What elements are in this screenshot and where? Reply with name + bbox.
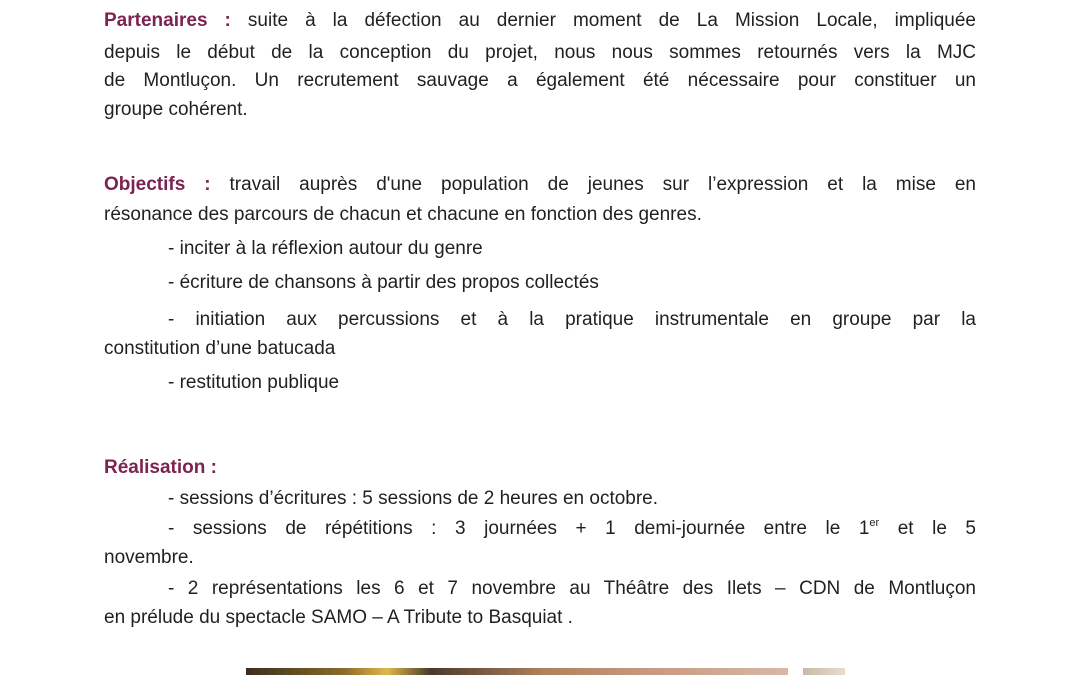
objectifs-list-item-continuation: constitution d’une batucada	[104, 338, 336, 359]
objectifs-list-item: - restitution publique	[168, 372, 340, 393]
partenaires-paragraph-line-4: groupe cohérent.	[104, 99, 248, 120]
partenaires-paragraph-line-3: de Montluçon. Un recrutement sauvage a également été nécessaire pour constituer un	[104, 70, 976, 91]
realisation-list-item-continuation: novembre.	[104, 547, 194, 568]
objectifs-list-item: - initiation aux percussions et à la pratique instrumentale en groupe par la	[168, 309, 976, 330]
objectifs-paragraph-line-1	[104, 172, 976, 198]
realisation-heading: Réalisation :	[104, 457, 217, 478]
realisation-list-item: - 2 représentations les 6 et 7 novembre au Théâtre des Ilets – CDN de Montluçon	[168, 578, 976, 599]
partenaires-text: suite à la défection au dernier moment de La Mission Locale, impliquée	[230, 10, 976, 31]
ordinal-superscript: er	[869, 517, 880, 529]
photo-strip-right	[803, 668, 845, 675]
objectifs-heading: Objectifs :	[104, 174, 211, 195]
objectifs-list-item: - inciter à la réflexion autour du genre	[168, 238, 483, 259]
objectifs-list-item: - écriture de chansons à partir des propos collectés	[168, 272, 599, 293]
partenaires-paragraph-line-2: depuis le début de la conception du projet, nous nous sommes retournés vers la MJC	[104, 42, 976, 63]
photo-strip	[246, 668, 788, 675]
realisation-list-item: - sessions d’écritures : 5 sessions de 2 heures en octobre.	[168, 488, 659, 509]
objectifs-paragraph-line-2: résonance des parcours de chacun et chacune en fonction des genres.	[104, 204, 702, 225]
objectifs-text: travail auprès d'une population de jeunes sur l’expression et la mise en	[210, 174, 977, 195]
realisation-list-item-continuation: en prélude du spectacle SAMO – A Tribute to Basquiat .	[104, 607, 573, 628]
partenaires-paragraph-line-1	[104, 8, 976, 34]
realisation-item2-text: - sessions de répétitions : 3 journées + 1 demi-journée entre le 1	[168, 518, 870, 539]
realisation-list-item	[104, 516, 976, 542]
realisation-item2-text-end: et le 5	[879, 518, 976, 539]
partenaires-heading: Partenaires :	[104, 10, 231, 31]
